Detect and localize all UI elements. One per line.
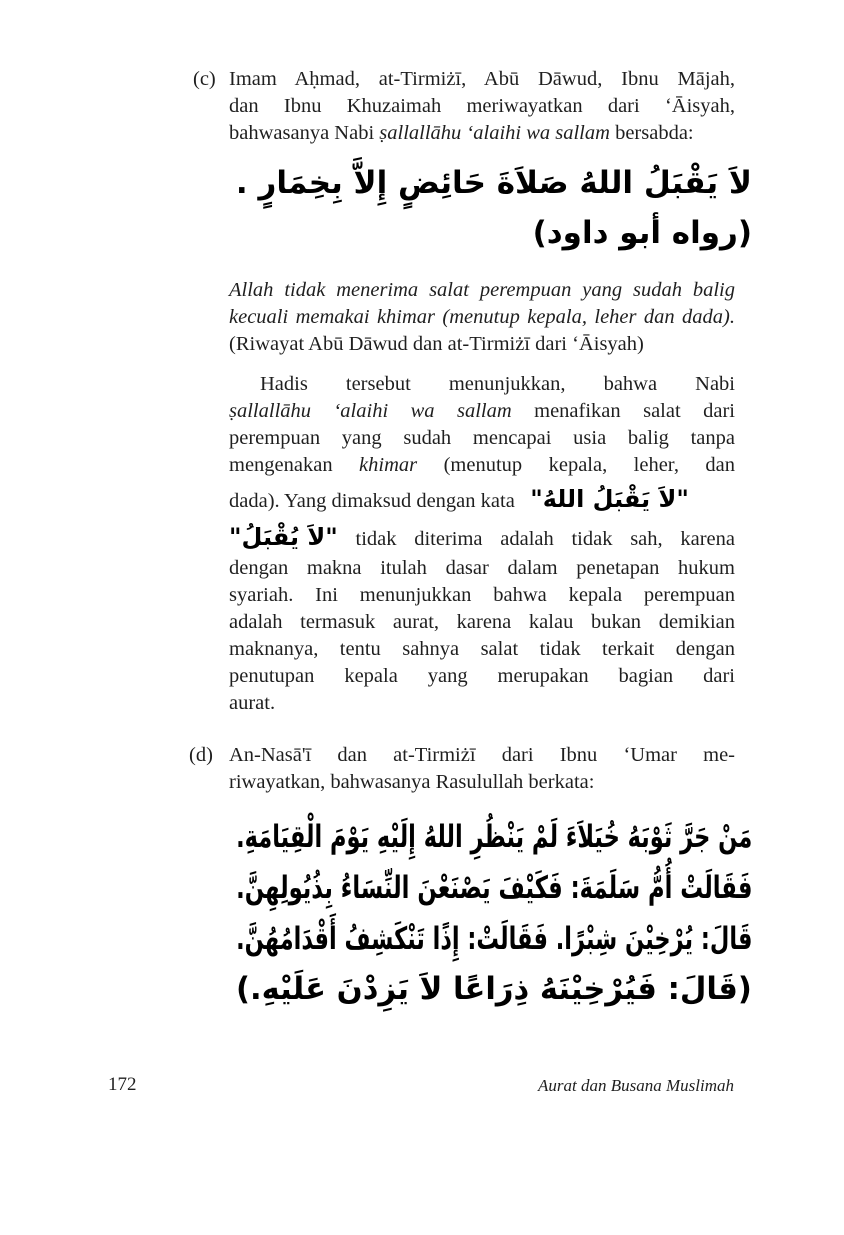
text-line: dengan makna itulah dasar dalam penetapan hukum bbox=[229, 557, 735, 579]
arabic-hadith-line: ﻓَﻘَﺎﻟَﺖْ ﺃُﻡُّ ﺳَﻠَﻤَﺔَ: ﻓَﻜَﻴْﻒَ ﻳَﺼْﻨَﻌْﻦَ ﺍﻟﻨِّﺴَﺎﺀُ ﺑِﺬُﻳُﻮﻟِﻬِﻦَّ. bbox=[235, 870, 752, 906]
list-item-text bbox=[229, 66, 735, 147]
translation-line: kecuali memakai khimar (menutup kepala, leher dan dada). bbox=[229, 306, 735, 328]
text-line: An-Nasā'ī dan at-Tirmiżī dari Ibnu ‘Umar me- bbox=[229, 744, 735, 766]
text-line: maknanya, tentu sahnya salat tidak terkait dengan bbox=[229, 638, 735, 660]
running-title: Aurat dan Busana Muslimah bbox=[538, 1076, 734, 1095]
text-line bbox=[229, 519, 735, 555]
inline-arabic-term: "ﻻَ ﻳَﻘْﺒَﻞُ ﺍﻟﻠﻪُ" bbox=[530, 485, 689, 513]
term-italic: khimar bbox=[359, 454, 418, 476]
text-span: (menutup kepala, leher, dan bbox=[417, 454, 735, 476]
list-marker: (d) bbox=[189, 744, 213, 766]
page-number: 172 bbox=[108, 1074, 137, 1095]
text-line: dan Ibnu Khuzaimah meriwayatkan dari ‘Āisyah, bbox=[229, 95, 735, 117]
arabic-hadith-line: ﻗَﺎﻝَ: ﻳُﺮْﺧِﻴْﻦَ ﺷِﺒْﺮًﺍ. ﻓَﻘَﺎﻟَﺖْ: ﺇِﺫًﺍ ﺗَﻨْﻜَﺸِﻒُ ﺃَﻗْﺪَﺍﻣُﻬُﻦَّ. bbox=[235, 921, 752, 957]
list-marker: (c) bbox=[193, 68, 216, 90]
text-line: syariah. Ini menunjukkan bahwa kepala perempuan bbox=[229, 584, 735, 606]
arabic-hadith-line: ﻻَ ﻳَﻘْﺒَﻞُ ﺍﻟﻠﻪُ ﺻَﻼَﺓَ ﺣَﺎﺋِﺾٍ ﺇِﻻَّ ﺑِﺨِﻤَﺎﺭٍ . bbox=[235, 165, 752, 201]
text-line bbox=[229, 371, 735, 398]
honorific-italic: ṣallallāhu ‘alaihi wa sallam bbox=[379, 122, 610, 144]
text-line: perempuan yang sudah mencapai usia balig tanpa bbox=[229, 427, 735, 449]
honorific-italic: ṣallallāhu ‘alaihi wa sallam bbox=[229, 400, 512, 422]
inline-arabic-term: "ﻻَ ﻳُﻘْﺒَﻞُ" bbox=[229, 523, 338, 551]
text-span: Hadis tersebut menunjukkan, bahwa Nabi bbox=[260, 373, 735, 395]
text-span: bahwasanya Nabi bbox=[229, 122, 380, 144]
text-line bbox=[229, 398, 735, 425]
text-line: adalah termasuk aurat, karena kalau bukan demikian bbox=[229, 611, 735, 633]
text-line bbox=[229, 452, 735, 479]
text-span: dada). Yang dimaksud dengan kata bbox=[229, 490, 515, 512]
explanation-paragraph bbox=[229, 371, 735, 717]
text-line: penutupan kepala yang merupakan bagian dari bbox=[229, 665, 735, 687]
citation-line: (Riwayat Abū Dāwud dan at-Tirmiżī dari ‘Āisyah) bbox=[229, 333, 644, 355]
text-span: menafikan salat dari bbox=[511, 400, 735, 422]
text-line: riwayatkan, bahwasanya Rasulullah berkata: bbox=[229, 771, 595, 793]
text-span: tidak diterima adalah tidak sah, karena bbox=[355, 528, 735, 550]
arabic-hadith-line: (ﺭﻭﺍﻩ ﺃﺑﻮ ﺩﺍﻭﺩ) bbox=[532, 215, 752, 251]
text-line bbox=[229, 120, 735, 147]
text-line: aurat. bbox=[229, 692, 276, 714]
text-line: Imam Aḥmad, at-Tirmiżī, Abū Dāwud, Ibnu Mājah, bbox=[229, 68, 735, 90]
text-line bbox=[229, 479, 735, 519]
list-item-text bbox=[229, 742, 735, 796]
text-span: mengenakan bbox=[229, 454, 360, 476]
translation-line: Allah tidak menerima salat perempuan yang sudah balig bbox=[229, 279, 735, 301]
text-span: bersabda: bbox=[609, 122, 694, 144]
translation-c bbox=[229, 277, 735, 358]
arabic-hadith-line: (ﻗَﺎﻝَ: ﻓَﻴُﺮْﺧِﻴْﻨَﻪُ ﺫِﺭَﺍﻋًﺎ ﻻَ ﻳَﺰِﺩْﻥَ ﻋَﻠَﻴْﻪِ.) bbox=[236, 971, 752, 1007]
arabic-hadith-line: ﻣَﻦْ ﺟَﺮَّ ﺛَﻮْﺑَﻪُ ﺧُﻴَﻼَﺀَ ﻟَﻢْ ﻳَﻨْﻈُﺮِ ﺍﻟﻠﻪُ ﺇِﻟَﻴْﻪِ ﻳَﻮْﻡَ ﺍﻟْﻘِﻴَﺎﻣَﺔِ. bbox=[235, 819, 752, 855]
